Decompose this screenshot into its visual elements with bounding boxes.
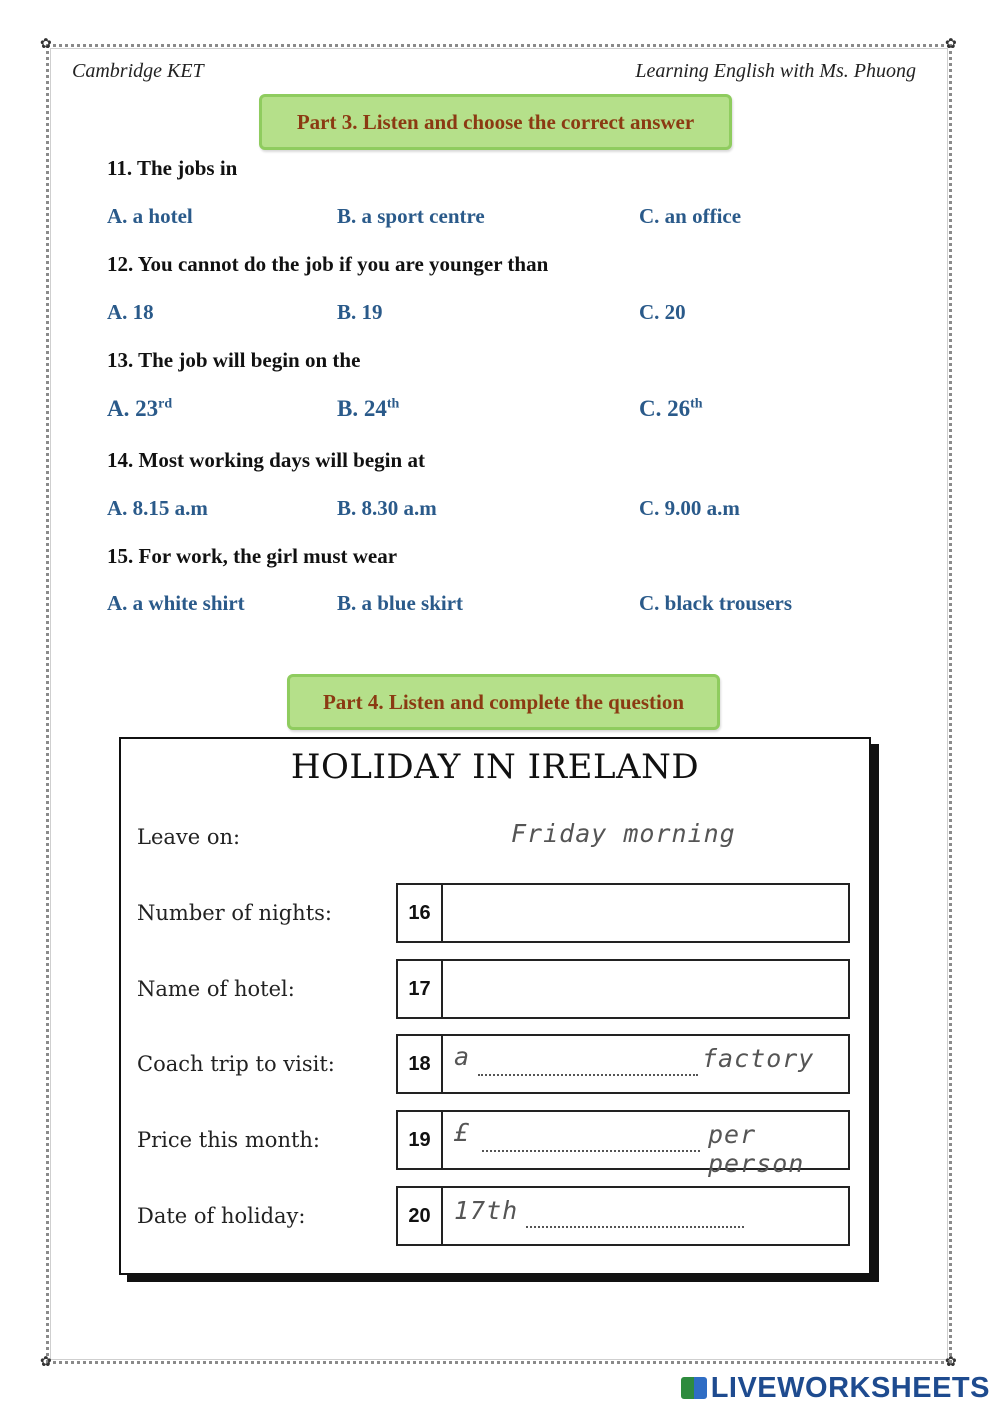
option-15a[interactable]: A. a white shirt [107,591,245,615]
question-15: 15. For work, the girl must wear [107,544,398,568]
blank-line [526,1226,744,1228]
option-15b[interactable]: B. a blue skirt [337,591,464,615]
corner-ornament-icon: ✿ [40,37,52,52]
leave-value: Friday morning [511,819,736,848]
question-number: 18 [398,1036,443,1092]
option-11c[interactable]: C. an office [639,204,742,228]
question-number: 16 [398,885,443,941]
answer-input-20[interactable] [454,1196,840,1236]
prefix-text: £ [454,1118,471,1147]
option-14a[interactable]: A. 8.15 a.m [107,496,208,520]
question-13: 13. The job will begin on the [107,348,361,372]
nights-label: Number of nights: [137,901,332,925]
part3-title: Part 3. Listen and choose the correct answer [259,94,732,150]
option-11a[interactable]: A. a hotel [107,204,193,228]
option-12b[interactable]: B. 19 [337,300,383,324]
prefix-text: a [454,1042,471,1071]
answer-input-17[interactable] [454,973,840,1009]
question-14: 14. Most working days will begin at [107,448,425,472]
option-15c[interactable]: C. black trousers [639,591,793,615]
date-label: Date of holiday: [137,1204,306,1228]
answer-row-18 [396,1034,850,1094]
coach-label: Coach trip to visit: [137,1052,335,1076]
blank-line [482,1150,700,1152]
logo-icon [681,1377,707,1399]
question-number: 19 [398,1112,443,1168]
leave-label: Leave on: [137,825,241,849]
liveworksheets-logo[interactable]: LIVEWORKSHEETS [681,1372,990,1405]
suffix-text: per person [708,1120,805,1178]
answer-input-18[interactable] [454,1042,840,1084]
blank-line [478,1074,698,1076]
option-14c[interactable]: C. 9.00 a.m [639,496,740,520]
corner-ornament-icon: ✿ [40,1355,52,1370]
question-11: 11. The jobs in [107,156,238,180]
answer-input-16[interactable] [454,897,840,933]
answer-row-17 [396,959,850,1019]
answer-row-19 [396,1110,850,1178]
option-11b[interactable]: B. a sport centre [337,204,485,228]
option-12a[interactable]: A. 18 [107,300,154,324]
option-13c[interactable]: C. 26th [639,396,703,421]
prefix-text: 17th [454,1196,519,1225]
corner-ornament-icon: ✿ [945,37,957,52]
answer-input-19[interactable] [454,1118,840,1178]
corner-ornament-icon: ✿ [945,1355,957,1370]
question-number: 17 [398,961,443,1017]
form-title: HOLIDAY IN IRELAND [290,747,700,787]
answer-row-20 [396,1186,850,1246]
header-course: Cambridge KET [72,60,204,82]
question-12: 12. You cannot do the job if you are younger than [107,252,549,276]
price-label: Price this month: [137,1128,321,1152]
option-12c[interactable]: C. 20 [639,300,686,324]
option-13b[interactable]: B. 24th [337,396,400,421]
question-number: 20 [398,1188,443,1244]
option-14b[interactable]: B. 8.30 a.m [337,496,437,520]
part4-title: Part 4. Listen and complete the question [287,674,720,730]
suffix-text: factory [702,1044,815,1073]
header-teacher: Learning English with Ms. Phuong [635,60,916,82]
hotel-label: Name of hotel: [137,977,295,1001]
answer-row-16 [396,883,850,943]
holiday-form [119,737,871,1275]
option-13a[interactable]: A. 23rd [107,396,173,421]
